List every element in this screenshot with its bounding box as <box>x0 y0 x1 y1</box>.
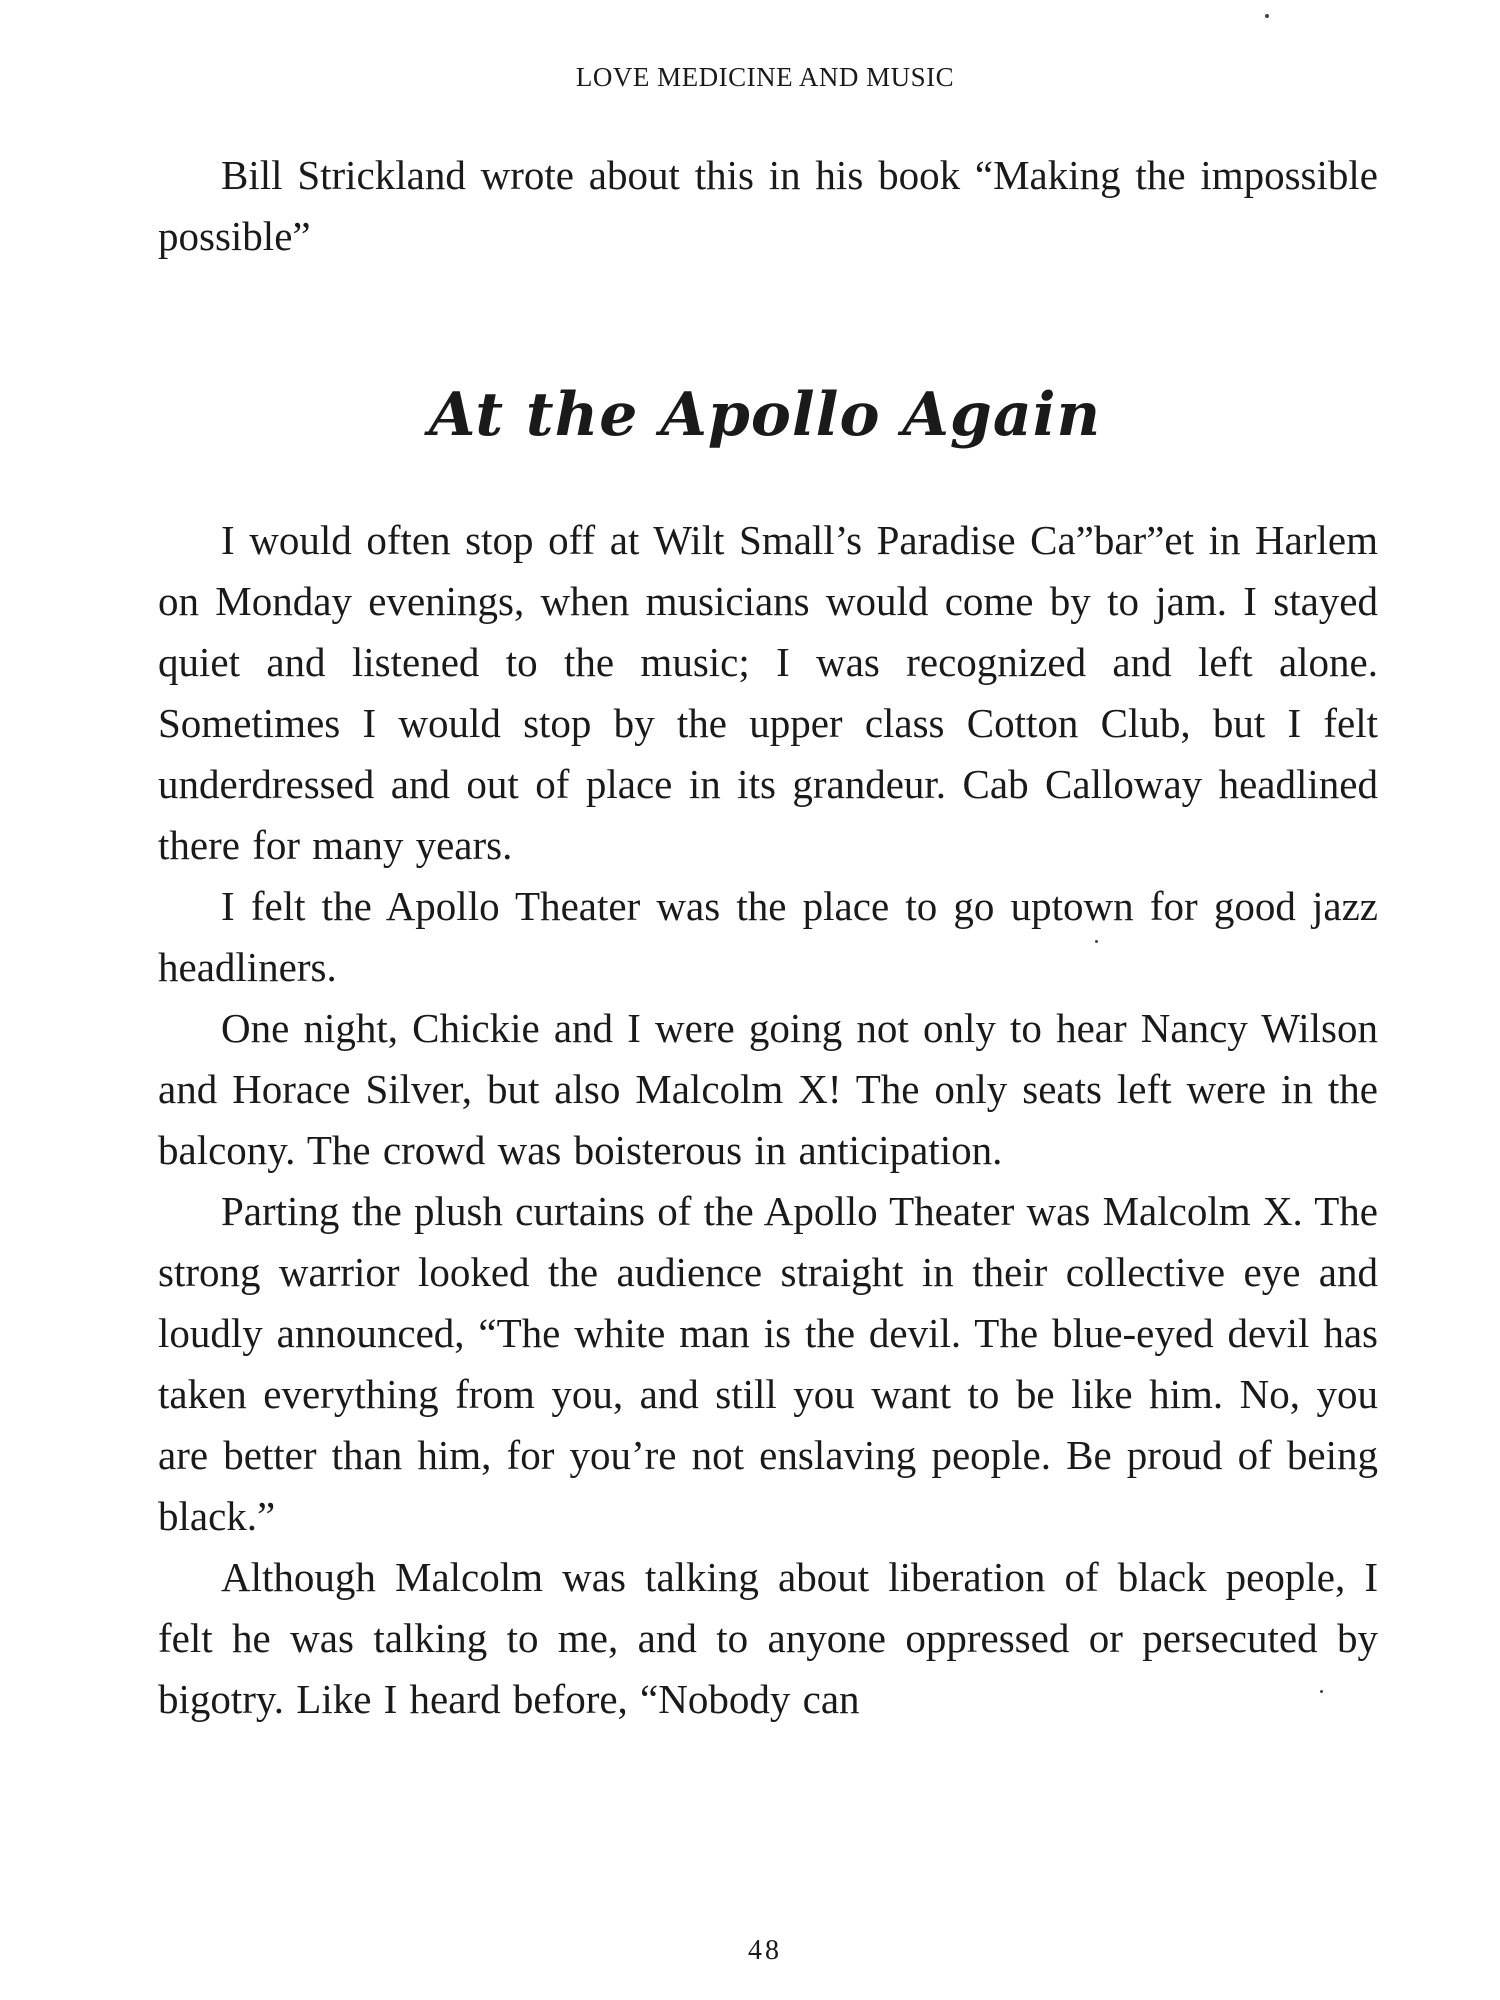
scan-speck <box>1095 940 1098 943</box>
intro-block <box>158 145 1378 267</box>
running-head: LOVE MEDICINE AND MUSIC <box>575 62 955 92</box>
paragraph: Parting the plush curtains of the Apollo Theater was Malcolm X. The strong warrior looked the audience straight in their collective eye and loudly announced, “The white man is the devil. The blue-eyed devil has taken everything from you, and still you want to be like him. No, you are better than him, for you’re not enslaving people. Be proud of being black.” <box>158 1188 1378 1539</box>
scan-speck <box>1320 1690 1323 1693</box>
paragraph: Although Malcolm was talking about liberation of black people, I felt he was talking to me, and to anyone oppressed or persecuted by bigotry. Like I heard before, “Nobody can <box>158 1554 1378 1722</box>
intro-paragraph: Bill Strickland wrote about this in his book “Making the impossible possible” <box>158 152 1378 259</box>
paragraph: I felt the Apollo Theater was the place to go uptown for good jazz headliners. <box>158 883 1378 990</box>
paragraph: One night, Chickie and I were going not only to hear Nancy Wilson and Horace Silver, but also Malcolm X! The only seats left were in the balcony. The crowd was boisterous in anticipation. <box>158 1005 1378 1173</box>
section-heading: At the Apollo Again <box>428 380 1102 450</box>
scan-speck <box>1265 14 1269 18</box>
main-text <box>158 510 1378 1730</box>
paragraph: I would often stop off at Wilt Small’s Paradise Ca”bar”et in Harlem on Monday evenings, when musicians would come by to jam. I stayed quiet and listened to the music; I was recognized and left alone. Sometimes I would stop by the upper class Cotton Club, but I felt underdressed and out of place in its grandeur. Cab Calloway headlined there for many years. <box>158 517 1378 868</box>
page-number: 48 <box>748 1935 782 1966</box>
